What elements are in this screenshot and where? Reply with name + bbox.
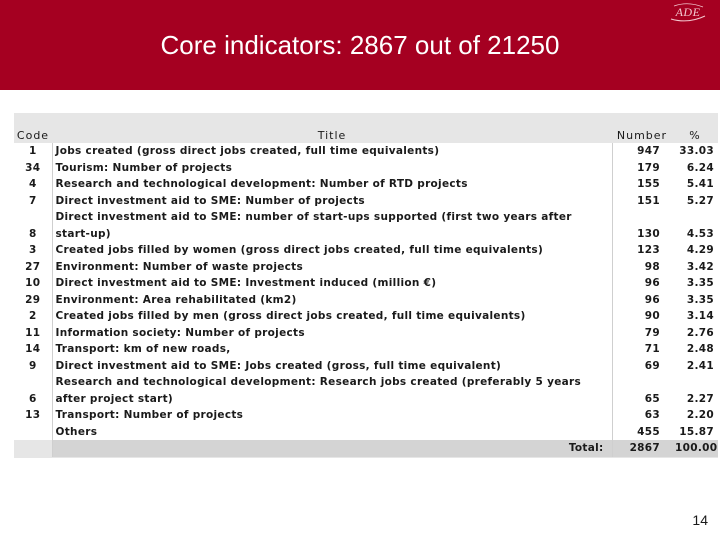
column-header-code: Code bbox=[16, 128, 50, 142]
number-cell: 179 bbox=[612, 160, 672, 177]
code-cell: 11 bbox=[14, 325, 52, 342]
ade-logo bbox=[668, 2, 708, 24]
number-cell: 151 bbox=[612, 193, 672, 210]
number-cell: 71 bbox=[612, 341, 672, 358]
table-row bbox=[14, 358, 718, 375]
number-cell: 123 bbox=[612, 242, 672, 259]
number-cell: 155 bbox=[612, 176, 672, 193]
code-cell: 8 bbox=[14, 209, 52, 242]
number-cell: 455 bbox=[612, 424, 672, 441]
pct-cell: 2.27 bbox=[672, 374, 718, 407]
table-row bbox=[14, 209, 718, 242]
pct-cell: 33.03 bbox=[672, 143, 718, 160]
table-header-row bbox=[14, 127, 718, 143]
logo-text: ADE bbox=[675, 5, 701, 19]
title-cell: Transport: km of new roads, bbox=[52, 341, 612, 358]
table-row bbox=[14, 374, 718, 407]
total-number: 2867 bbox=[612, 440, 672, 457]
pct-cell: 15.87 bbox=[672, 424, 718, 441]
number-cell: 98 bbox=[612, 259, 672, 276]
title-cell: Others bbox=[52, 424, 612, 441]
code-cell: 4 bbox=[14, 176, 52, 193]
table-row bbox=[14, 407, 718, 424]
table-row bbox=[14, 259, 718, 276]
code-cell: 34 bbox=[14, 160, 52, 177]
pct-cell: 4.29 bbox=[672, 242, 718, 259]
total-row bbox=[14, 440, 718, 457]
title-cell: Tourism: Number of projects bbox=[52, 160, 612, 177]
code-cell: 13 bbox=[14, 407, 52, 424]
total-pct: 100.00 bbox=[672, 440, 718, 457]
pct-cell: 5.27 bbox=[672, 193, 718, 210]
number-cell: 96 bbox=[612, 292, 672, 309]
table-row bbox=[14, 143, 718, 160]
number-cell: 90 bbox=[612, 308, 672, 325]
title-banner bbox=[0, 0, 720, 90]
table-row bbox=[14, 308, 718, 325]
column-header-number: Number bbox=[616, 128, 668, 142]
number-cell: 130 bbox=[612, 209, 672, 242]
table-row bbox=[14, 292, 718, 309]
code-cell: 7 bbox=[14, 193, 52, 210]
page-title: Core indicators: 2867 out of 21250 bbox=[160, 30, 560, 60]
table-row bbox=[14, 176, 718, 193]
total-code-cell bbox=[14, 440, 52, 457]
number-cell: 96 bbox=[612, 275, 672, 292]
code-cell: 14 bbox=[14, 341, 52, 358]
title-cell: Created jobs filled by men (gross direct jobs created, full time equivalents) bbox=[52, 308, 612, 325]
indicators-table bbox=[14, 127, 718, 457]
title-cell: Direct investment aid to SME: Number of projects bbox=[52, 193, 612, 210]
title-cell: Research and technological development: Number of RTD projects bbox=[52, 176, 612, 193]
pct-cell: 3.35 bbox=[672, 275, 718, 292]
code-cell: 10 bbox=[14, 275, 52, 292]
number-cell: 69 bbox=[612, 358, 672, 375]
table-row bbox=[14, 424, 718, 441]
number-cell: 79 bbox=[612, 325, 672, 342]
pct-cell: 2.76 bbox=[672, 325, 718, 342]
code-cell bbox=[14, 424, 52, 441]
number-cell: 63 bbox=[612, 407, 672, 424]
title-cell: Transport: Number of projects bbox=[52, 407, 612, 424]
code-cell: 1 bbox=[14, 143, 52, 160]
table-row bbox=[14, 275, 718, 292]
column-header-pct: % bbox=[689, 128, 701, 142]
title-cell: Direct investment aid to SME: number of start-ups supported (first two years after start-up) bbox=[52, 209, 612, 242]
number-cell: 65 bbox=[612, 374, 672, 407]
pct-cell: 6.24 bbox=[672, 160, 718, 177]
title-cell: Information society: Number of projects bbox=[52, 325, 612, 342]
title-cell: Direct investment aid to SME: Investment induced (million €) bbox=[52, 275, 612, 292]
title-cell: Jobs created (gross direct jobs created, full time equivalents) bbox=[52, 143, 612, 160]
title-cell: Environment: Number of waste projects bbox=[52, 259, 612, 276]
pct-cell: 3.42 bbox=[672, 259, 718, 276]
title-cell: Direct investment aid to SME: Jobs created (gross, full time equivalent) bbox=[52, 358, 612, 375]
pct-cell: 2.20 bbox=[672, 407, 718, 424]
page-number: 14 bbox=[692, 512, 708, 528]
table-row bbox=[14, 160, 718, 177]
table-row bbox=[14, 325, 718, 342]
indicators-table-panel bbox=[14, 113, 718, 458]
code-cell: 29 bbox=[14, 292, 52, 309]
pct-cell: 3.35 bbox=[672, 292, 718, 309]
pct-cell: 2.48 bbox=[672, 341, 718, 358]
title-cell: Environment: Area rehabilitated (km2) bbox=[52, 292, 612, 309]
pct-cell: 5.41 bbox=[672, 176, 718, 193]
code-cell: 27 bbox=[14, 259, 52, 276]
table-row bbox=[14, 193, 718, 210]
column-header-title: Title bbox=[317, 128, 347, 142]
title-cell: Research and technological development: Research jobs created (preferably 5 years after project start) bbox=[52, 374, 612, 407]
code-cell: 6 bbox=[14, 374, 52, 407]
code-cell: 2 bbox=[14, 308, 52, 325]
pct-cell: 2.41 bbox=[672, 358, 718, 375]
pct-cell: 3.14 bbox=[672, 308, 718, 325]
table-row bbox=[14, 341, 718, 358]
pct-cell: 4.53 bbox=[672, 209, 718, 242]
table-row bbox=[14, 242, 718, 259]
number-cell: 947 bbox=[612, 143, 672, 160]
total-label: Total: bbox=[52, 440, 612, 457]
code-cell: 9 bbox=[14, 358, 52, 375]
code-cell: 3 bbox=[14, 242, 52, 259]
title-cell: Created jobs filled by women (gross direct jobs created, full time equivalents) bbox=[52, 242, 612, 259]
